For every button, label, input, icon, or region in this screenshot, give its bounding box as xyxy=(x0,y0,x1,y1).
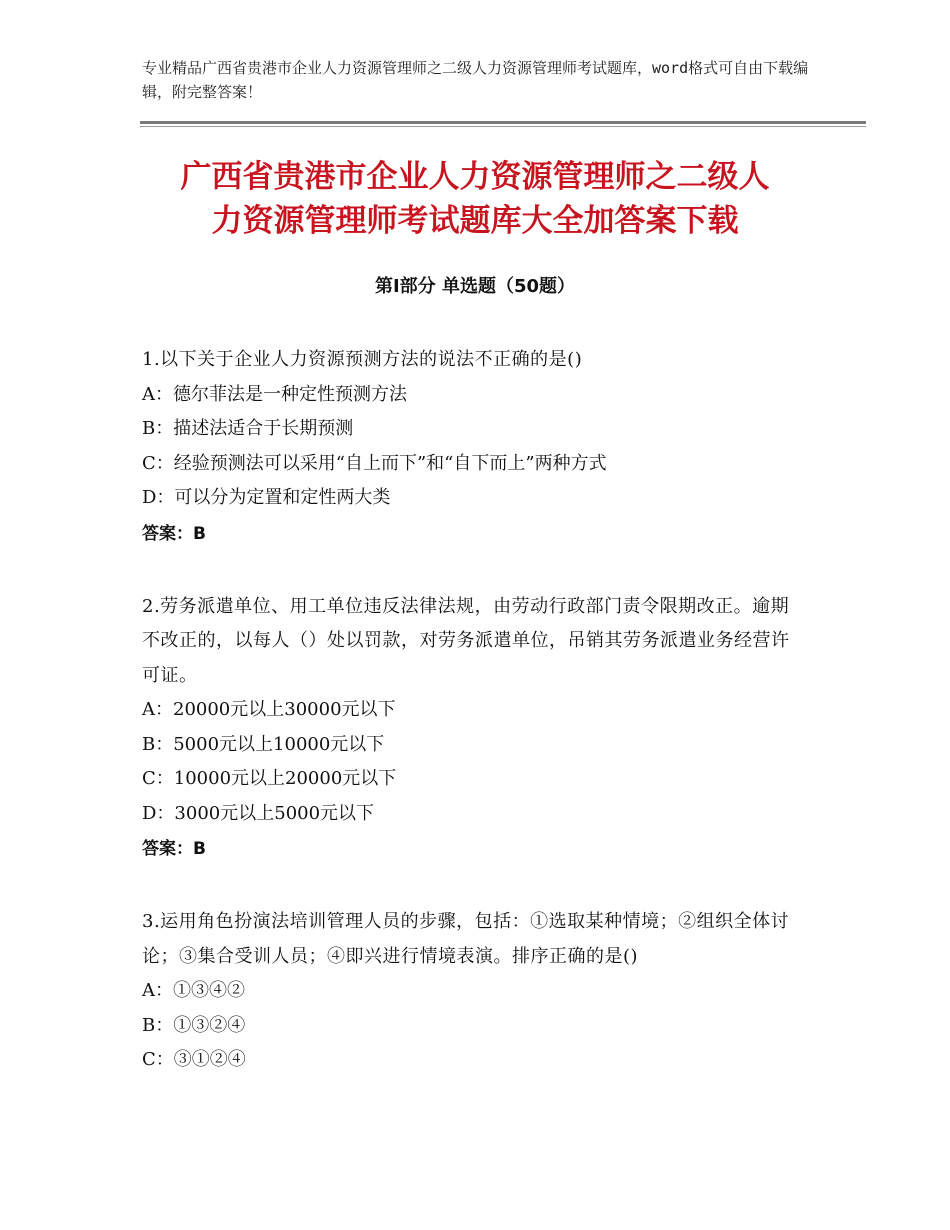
question-stem: 3.运用角色扮演法培训管理人员的步骤，包括：①选取某种情境；②组织全体讨论；③集合受训人员；④即兴进行情境表演。排序正确的是() xyxy=(142,911,790,967)
header-rule-thin xyxy=(140,126,866,127)
header-rule xyxy=(140,121,866,124)
question-1 xyxy=(142,343,802,552)
option-c: C：10000元以上20000元以下 xyxy=(142,768,397,789)
option-b: B：描述法适合于长期预测 xyxy=(142,418,354,439)
answer: 答案：B xyxy=(142,523,206,544)
section-title: 第Ⅰ部分 单选题（50题） xyxy=(374,276,575,297)
option-b: B：5000元以上10000元以下 xyxy=(142,733,385,755)
option-c: C：经验预测法可以采用“自上而下”和“自下而上”两种方式 xyxy=(142,452,607,474)
question-3 xyxy=(142,905,802,1078)
option-c: C：③①②④ xyxy=(142,1049,246,1070)
option-d: D：可以分为定置和定性两大类 xyxy=(142,487,391,508)
header-note: 专业精品广西省贵港市企业人力资源管理师之二级人力资源管理师考试题库，word格式可自由下载编辑，附完整答案！ xyxy=(142,59,809,101)
document-title-line-1: 广西省贵港市企业人力资源管理师之二级人 xyxy=(180,159,770,195)
question-list xyxy=(142,343,802,1116)
document-title-line-2: 力资源管理师考试题库大全加答案下载 xyxy=(211,203,739,239)
option-b: B：①③②④ xyxy=(142,1014,246,1036)
question-stem: 1.以下关于企业人力资源预测方法的说法不正确的是() xyxy=(142,349,583,370)
option-a: A：20000元以上30000元以下 xyxy=(142,699,396,720)
question-stem: 2.劳务派遣单位、用工单位违反法律法规，由劳动行政部门责令限期改正。逾期不改正的，以每人（）处以罚款，对劳务派遣单位，吊销其劳务派遣业务经营许可证。 xyxy=(142,595,790,686)
option-d: D：3000元以上5000元以下 xyxy=(142,802,375,824)
option-a: A：德尔菲法是一种定性预测方法 xyxy=(142,383,407,405)
option-a: A：①③④② xyxy=(142,980,245,1001)
answer: 答案：B xyxy=(142,839,206,859)
question-2 xyxy=(142,590,802,868)
document-title xyxy=(100,155,850,243)
